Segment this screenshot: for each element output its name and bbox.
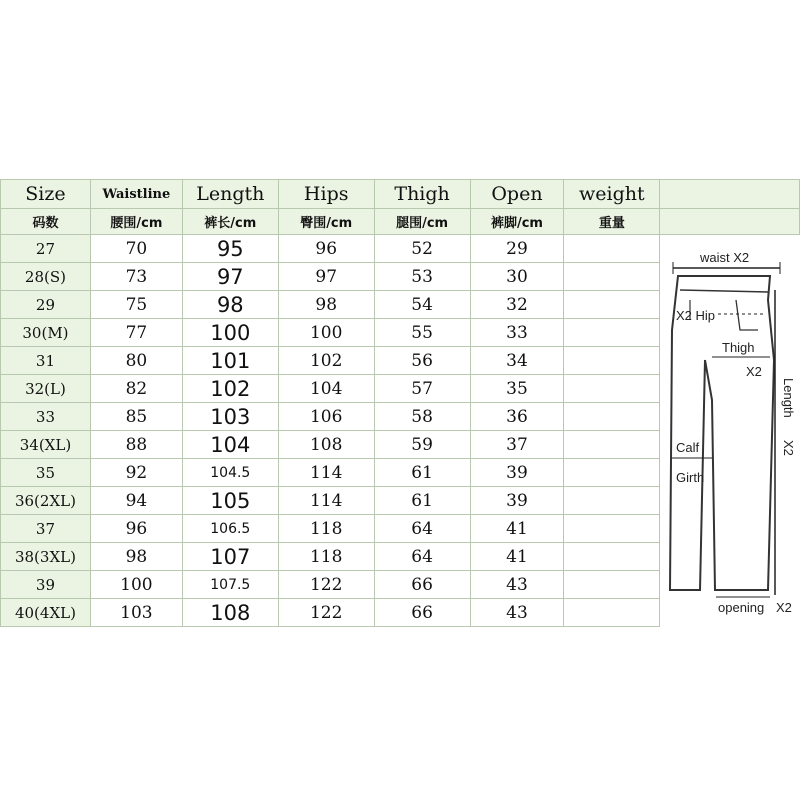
cell-open: 37	[470, 431, 564, 459]
cell-hips: 114	[278, 487, 374, 515]
header-thigh-cn: 腿围/cm	[374, 209, 470, 235]
hip-label: X2 Hip	[676, 308, 716, 323]
header-weight-cn: 重量	[564, 209, 660, 235]
cell-size: 33	[1, 403, 91, 431]
header-open-cn: 裤脚/cm	[470, 209, 564, 235]
cell-hips: 100	[278, 319, 374, 347]
cell-open: 33	[470, 319, 564, 347]
cell-size: 37	[1, 515, 91, 543]
header-hips: Hips	[278, 180, 374, 209]
cell-thigh: 66	[374, 571, 470, 599]
cell-waist: 70	[90, 235, 182, 263]
cell-waist: 77	[90, 319, 182, 347]
cell-waist: 100	[90, 571, 182, 599]
cell-waist: 80	[90, 347, 182, 375]
cell-waist: 94	[90, 487, 182, 515]
cell-waist: 92	[90, 459, 182, 487]
cell-length: 104	[182, 431, 278, 459]
cell-thigh: 61	[374, 459, 470, 487]
cell-size: 34(XL)	[1, 431, 91, 459]
header-size-cn: 码数	[1, 209, 91, 235]
cell-length: 98	[182, 291, 278, 319]
cell-hips: 106	[278, 403, 374, 431]
cell-open: 30	[470, 263, 564, 291]
header-hips-cn: 臀围/cm	[278, 209, 374, 235]
cell-thigh: 61	[374, 487, 470, 515]
cell-hips: 98	[278, 291, 374, 319]
header-waistline-cn: 腰围/cm	[90, 209, 182, 235]
cell-open: 39	[470, 459, 564, 487]
header-length-cn: 裤长/cm	[182, 209, 278, 235]
cell-size: 39	[1, 571, 91, 599]
cell-size: 31	[1, 347, 91, 375]
cell-waist: 85	[90, 403, 182, 431]
cell-open: 32	[470, 291, 564, 319]
header-open: Open	[470, 180, 564, 209]
cell-waist: 73	[90, 263, 182, 291]
cell-length: 108	[182, 599, 278, 627]
calf-label: Calf	[676, 440, 700, 455]
cell-hips: 102	[278, 347, 374, 375]
cell-thigh: 58	[374, 403, 470, 431]
cell-length: 95	[182, 235, 278, 263]
cell-size: 38(3XL)	[1, 543, 91, 571]
cell-length: 105	[182, 487, 278, 515]
cell-thigh: 55	[374, 319, 470, 347]
cell-length: 106.5	[182, 515, 278, 543]
cell-waist: 82	[90, 375, 182, 403]
header-size: Size	[1, 180, 91, 209]
cell-open: 29	[470, 235, 564, 263]
header-weight: weight	[564, 180, 660, 209]
cell-waist: 75	[90, 291, 182, 319]
cell-open: 34	[470, 347, 564, 375]
cell-size: 27	[1, 235, 91, 263]
length-x2-label: X2	[781, 440, 796, 456]
cell-length: 97	[182, 263, 278, 291]
cell-thigh: 54	[374, 291, 470, 319]
header-thigh: Thigh	[374, 180, 470, 209]
cell-hips: 114	[278, 459, 374, 487]
opening-x2-label: X2	[776, 600, 792, 615]
opening-label: opening	[718, 600, 765, 615]
cell-waist: 88	[90, 431, 182, 459]
cell-thigh: 59	[374, 431, 470, 459]
thigh-x2-label: X2	[746, 364, 762, 379]
cell-hips: 122	[278, 599, 374, 627]
cell-size: 36(2XL)	[1, 487, 91, 515]
girth-label: Girth	[676, 470, 705, 485]
cell-thigh: 53	[374, 263, 470, 291]
cell-hips: 122	[278, 571, 374, 599]
cell-hips: 96	[278, 235, 374, 263]
length-label: Length	[781, 378, 796, 418]
cell-open: 39	[470, 487, 564, 515]
cell-hips: 118	[278, 515, 374, 543]
cell-open: 41	[470, 543, 564, 571]
cell-thigh: 66	[374, 599, 470, 627]
cell-length: 100	[182, 319, 278, 347]
cell-size: 28(S)	[1, 263, 91, 291]
cell-thigh: 64	[374, 515, 470, 543]
cell-waist: 96	[90, 515, 182, 543]
pants-outline-icon	[670, 276, 774, 590]
cell-waist: 103	[90, 599, 182, 627]
cell-hips: 108	[278, 431, 374, 459]
cell-open: 36	[470, 403, 564, 431]
cell-size: 35	[1, 459, 91, 487]
cell-size: 30(M)	[1, 319, 91, 347]
header-waistline: Waistline	[90, 180, 182, 209]
cell-hips: 97	[278, 263, 374, 291]
cell-open: 41	[470, 515, 564, 543]
cell-hips: 118	[278, 543, 374, 571]
cell-length: 104.5	[182, 459, 278, 487]
cell-length: 103	[182, 403, 278, 431]
cell-open: 43	[470, 599, 564, 627]
cell-hips: 104	[278, 375, 374, 403]
thigh-label: Thigh	[722, 340, 755, 355]
cell-waist: 98	[90, 543, 182, 571]
cell-thigh: 64	[374, 543, 470, 571]
cell-thigh: 56	[374, 347, 470, 375]
cell-size: 29	[1, 291, 91, 319]
cell-length: 107	[182, 543, 278, 571]
cell-length: 107.5	[182, 571, 278, 599]
waist-label: waist X2	[700, 250, 750, 265]
cell-open: 43	[470, 571, 564, 599]
cell-open: 35	[470, 375, 564, 403]
cell-thigh: 57	[374, 375, 470, 403]
header-length: Length	[182, 180, 278, 209]
cell-thigh: 52	[374, 235, 470, 263]
cell-size: 40(4XL)	[1, 599, 91, 627]
cell-length: 102	[182, 375, 278, 403]
cell-length: 101	[182, 347, 278, 375]
cell-size: 32(L)	[1, 375, 91, 403]
